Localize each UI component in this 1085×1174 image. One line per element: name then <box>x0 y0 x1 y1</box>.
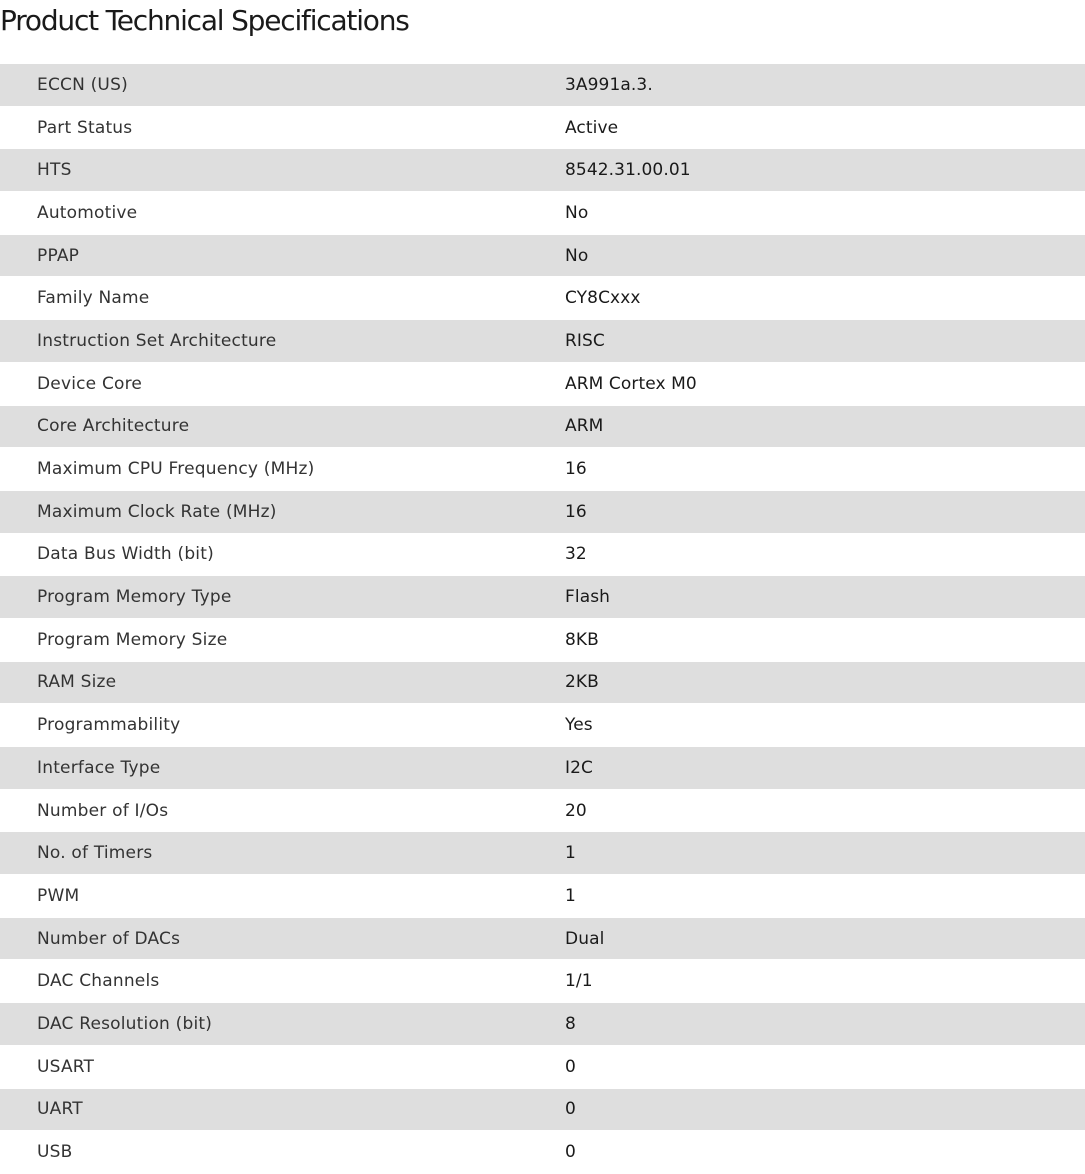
spec-row <box>0 448 1085 491</box>
spec-label: HTS <box>0 149 565 192</box>
spec-value: CY8Cxxx <box>565 277 1085 320</box>
spec-value: ARM <box>565 405 1085 448</box>
spec-value: 0 <box>565 1088 1085 1131</box>
spec-row <box>0 149 1085 192</box>
spec-label: Programmability <box>0 704 565 747</box>
spec-label: DAC Channels <box>0 960 565 1003</box>
spec-label: Program Memory Type <box>0 576 565 619</box>
spec-label: RAM Size <box>0 661 565 704</box>
spec-table <box>0 63 1085 1174</box>
spec-value: 1 <box>565 875 1085 918</box>
spec-value: I2C <box>565 747 1085 790</box>
spec-row <box>0 533 1085 576</box>
spec-value: 8 <box>565 1003 1085 1046</box>
spec-row <box>0 960 1085 1003</box>
spec-row <box>0 1003 1085 1046</box>
spec-value: 2KB <box>565 661 1085 704</box>
spec-value: ARM Cortex M0 <box>565 362 1085 405</box>
spec-value: 16 <box>565 448 1085 491</box>
spec-value: 0 <box>565 1045 1085 1088</box>
spec-row <box>0 917 1085 960</box>
spec-value: Dual <box>565 917 1085 960</box>
spec-row <box>0 64 1085 107</box>
spec-label: Interface Type <box>0 747 565 790</box>
spec-value: 8542.31.00.01 <box>565 149 1085 192</box>
spec-value: 1/1 <box>565 960 1085 1003</box>
spec-value: 20 <box>565 789 1085 832</box>
spec-label: Maximum Clock Rate (MHz) <box>0 490 565 533</box>
spec-row <box>0 106 1085 149</box>
spec-row <box>0 1131 1085 1174</box>
spec-label: Maximum CPU Frequency (MHz) <box>0 448 565 491</box>
spec-value: No <box>565 192 1085 235</box>
spec-label: Family Name <box>0 277 565 320</box>
spec-row <box>0 832 1085 875</box>
spec-value: Active <box>565 106 1085 149</box>
spec-value: 16 <box>565 490 1085 533</box>
spec-label: Data Bus Width (bit) <box>0 533 565 576</box>
spec-value: Yes <box>565 704 1085 747</box>
spec-value: 32 <box>565 533 1085 576</box>
spec-value: 3A991a.3. <box>565 64 1085 107</box>
spec-label: No. of Timers <box>0 832 565 875</box>
spec-row <box>0 704 1085 747</box>
spec-label: Number of DACs <box>0 917 565 960</box>
spec-value: 1 <box>565 832 1085 875</box>
spec-row <box>0 576 1085 619</box>
spec-label: Device Core <box>0 362 565 405</box>
spec-row <box>0 277 1085 320</box>
spec-label: Number of I/Os <box>0 789 565 832</box>
spec-value: Flash <box>565 576 1085 619</box>
spec-label: Part Status <box>0 106 565 149</box>
spec-label: DAC Resolution (bit) <box>0 1003 565 1046</box>
spec-value: RISC <box>565 320 1085 363</box>
spec-label: Instruction Set Architecture <box>0 320 565 363</box>
spec-row <box>0 234 1085 277</box>
spec-label: UART <box>0 1088 565 1131</box>
spec-row <box>0 320 1085 363</box>
spec-table-body <box>0 64 1085 1174</box>
spec-row <box>0 405 1085 448</box>
spec-label: USART <box>0 1045 565 1088</box>
spec-row <box>0 875 1085 918</box>
spec-label: PWM <box>0 875 565 918</box>
spec-label: Program Memory Size <box>0 618 565 661</box>
spec-row <box>0 661 1085 704</box>
spec-row <box>0 490 1085 533</box>
spec-value: No <box>565 234 1085 277</box>
spec-row <box>0 362 1085 405</box>
spec-row <box>0 747 1085 790</box>
page-title: Product Technical Specifications <box>0 4 409 37</box>
spec-row <box>0 1088 1085 1131</box>
spec-row <box>0 618 1085 661</box>
spec-label: PPAP <box>0 234 565 277</box>
spec-value: 8KB <box>565 618 1085 661</box>
spec-row <box>0 192 1085 235</box>
spec-label: ECCN (US) <box>0 64 565 107</box>
spec-label: Core Architecture <box>0 405 565 448</box>
spec-value: 0 <box>565 1131 1085 1174</box>
spec-row <box>0 789 1085 832</box>
spec-label: USB <box>0 1131 565 1174</box>
spec-row <box>0 1045 1085 1088</box>
spec-label: Automotive <box>0 192 565 235</box>
